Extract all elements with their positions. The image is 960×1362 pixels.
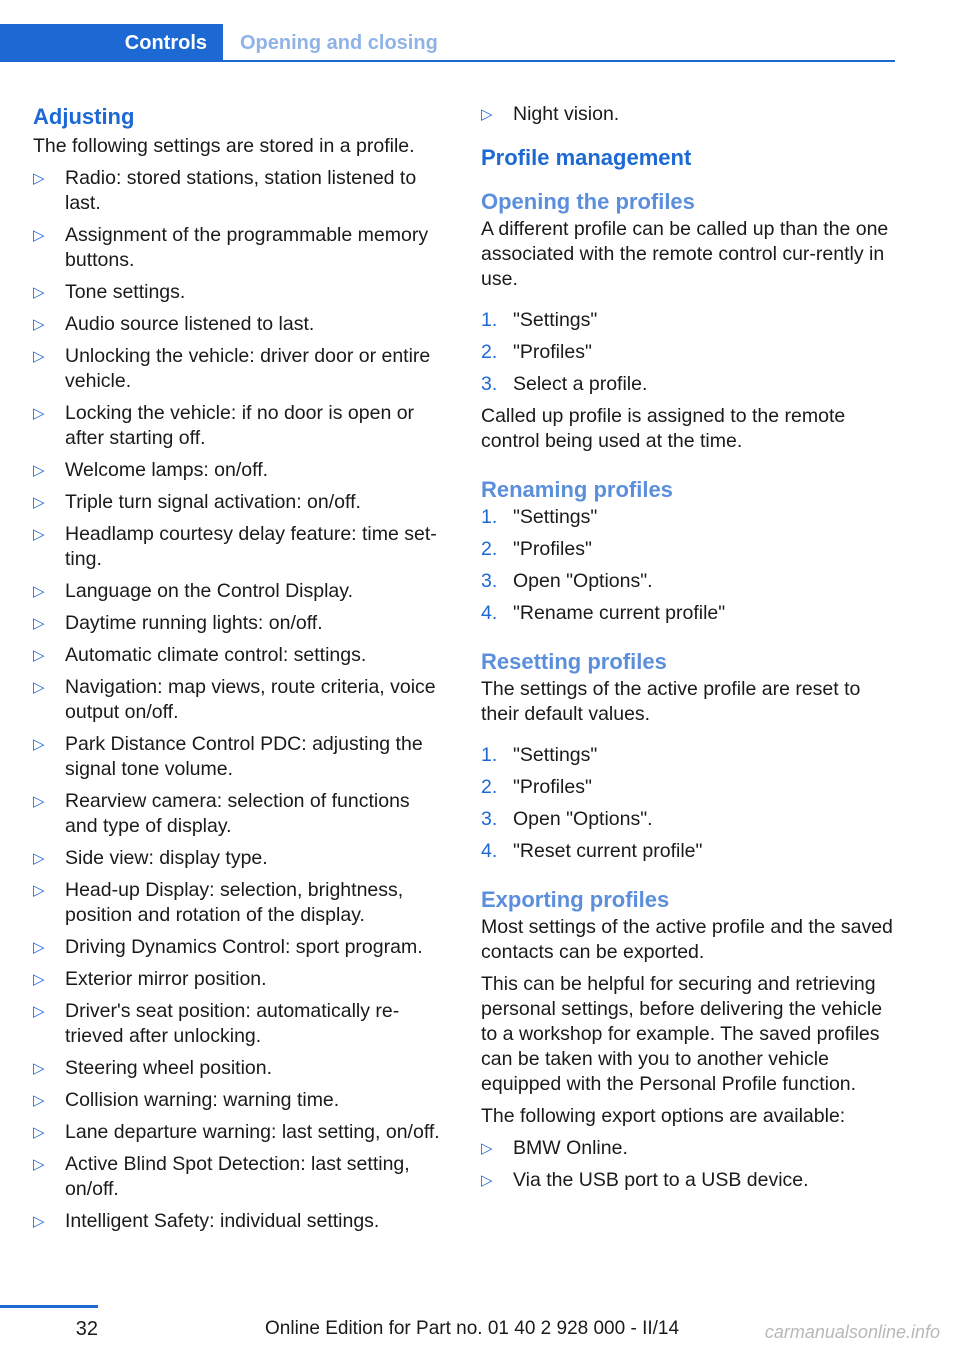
bullet-arrow-icon: ▷	[481, 1140, 493, 1157]
profile-management-heading: Profile management	[481, 145, 692, 170]
step-text: "Settings"	[513, 506, 598, 528]
step-text: "Rename current profile"	[513, 602, 726, 624]
list-item-text: Navigation: map views, route criteria, voice output on/off.	[65, 676, 436, 723]
step-number: 1.	[481, 506, 498, 528]
night-vision-list	[481, 102, 893, 127]
exporting-profiles-text2: This can be helpful for securing and retrieving personal settings, before delivering the vehicle to a workshop for example. The saved profiles can be taken with you to another vehicle equipped with the Personal Profile function.	[481, 973, 883, 1095]
section-tab-controls[interactable]: Controls	[0, 24, 223, 62]
step-text: "Settings"	[513, 309, 598, 331]
list-item-text: Headlamp courtesy delay feature: time set‐ting.	[65, 523, 437, 570]
step-number: 1.	[481, 744, 498, 766]
step-item	[481, 308, 893, 333]
list-item-text: Assignment of the programmable memory buttons.	[65, 224, 429, 271]
list-item-text: Park Distance Control PDC: adjusting the signal tone volume.	[65, 733, 423, 780]
resetting-steps	[481, 743, 893, 864]
step-text: Open "Options".	[513, 808, 653, 830]
step-text: "Profiles"	[513, 341, 592, 363]
step-number: 3.	[481, 373, 498, 395]
list-item-text: Intelligent Safety: individual settings.	[65, 1210, 380, 1232]
bullet-arrow-icon: ▷	[33, 494, 45, 511]
list-item-text: Automatic climate control: settings.	[65, 644, 367, 666]
list-item	[33, 344, 445, 394]
list-item	[33, 1120, 445, 1145]
step-number: 3.	[481, 570, 498, 592]
list-item-text: Via the USB port to a USB device.	[513, 1169, 809, 1191]
list-item	[33, 846, 445, 871]
opening-steps	[481, 308, 893, 397]
list-item	[33, 732, 445, 782]
list-item-text: Rearview camera: selection of functions and type of display.	[65, 790, 410, 837]
list-item	[33, 458, 445, 483]
step-item	[481, 569, 893, 594]
list-item	[33, 1152, 445, 1202]
step-text: "Profiles"	[513, 538, 592, 560]
list-item-text: Radio: stored stations, station listened to last.	[65, 167, 417, 214]
list-item	[33, 223, 445, 273]
list-item-text: Driving Dynamics Control: sport program.	[65, 936, 423, 958]
list-item	[33, 579, 445, 604]
list-item	[33, 522, 445, 572]
section-tab-opening-closing[interactable]: Opening and closing	[240, 31, 438, 54]
bullet-arrow-icon: ▷	[33, 615, 45, 632]
footer-rule	[0, 1305, 98, 1308]
step-item	[481, 775, 893, 800]
bullet-arrow-icon: ▷	[33, 348, 45, 365]
opening-profiles-heading: Opening the profiles	[481, 189, 695, 214]
list-item-text: Collision warning: warning time.	[65, 1089, 340, 1111]
step-number: 1.	[481, 309, 498, 331]
resetting-profiles-heading: Resetting profiles	[481, 649, 667, 674]
bullet-arrow-icon: ▷	[33, 316, 45, 333]
step-item	[481, 743, 893, 768]
left-column	[33, 102, 445, 1241]
adjusting-heading: Adjusting	[33, 104, 135, 129]
bullet-arrow-icon: ▷	[33, 679, 45, 696]
bullet-arrow-icon: ▷	[33, 284, 45, 301]
bullet-arrow-icon: ▷	[33, 1213, 45, 1230]
adjusting-intro: The following settings are stored in a profile.	[33, 135, 415, 157]
list-item	[33, 999, 445, 1049]
bullet-arrow-icon: ▷	[33, 170, 45, 187]
bullet-arrow-icon: ▷	[33, 1003, 45, 1020]
list-item	[33, 166, 445, 216]
page-number: 32	[75, 1318, 98, 1340]
watermark: carmanualsonline.info	[764, 1322, 940, 1342]
resetting-profiles-text: The settings of the active profile are reset to their default values.	[481, 678, 861, 725]
list-item	[481, 1136, 893, 1161]
list-item	[33, 789, 445, 839]
bullet-arrow-icon: ▷	[481, 106, 493, 123]
step-number: 2.	[481, 776, 498, 798]
step-text: "Profiles"	[513, 776, 592, 798]
bullet-arrow-icon: ▷	[33, 850, 45, 867]
step-item	[481, 372, 893, 397]
list-item-text: Tone settings.	[65, 281, 186, 303]
list-item-text: Audio source listened to last.	[65, 313, 315, 335]
list-item	[33, 312, 445, 337]
list-item	[33, 401, 445, 451]
renaming-steps	[481, 505, 893, 626]
list-item-text: Lane departure warning: last setting, on/off.	[65, 1121, 440, 1143]
bullet-arrow-icon: ▷	[33, 526, 45, 543]
bullet-arrow-icon: ▷	[33, 736, 45, 753]
step-item	[481, 839, 893, 864]
bullet-arrow-icon: ▷	[33, 793, 45, 810]
list-item-text: Daytime running lights: on/off.	[65, 612, 323, 634]
list-item	[33, 280, 445, 305]
bullet-arrow-icon: ▷	[33, 462, 45, 479]
list-item	[33, 675, 445, 725]
list-item-text: Triple turn signal activation: on/off.	[65, 491, 361, 513]
step-number: 2.	[481, 341, 498, 363]
adjusting-list	[33, 166, 445, 1234]
opening-profiles-text: A different profile can be called up than the one associated with the remote control cur‐rently in use.	[481, 218, 889, 290]
list-item-text: Locking the vehicle: if no door is open or after starting off.	[65, 402, 415, 449]
list-item	[33, 1056, 445, 1081]
page-header	[0, 24, 895, 62]
list-item-text: Exterior mirror position.	[65, 968, 267, 990]
list-item-text: Welcome lamps: on/off.	[65, 459, 269, 481]
exporting-profiles-text1: Most settings of the active profile and the saved contacts can be exported.	[481, 916, 893, 963]
bullet-arrow-icon: ▷	[33, 227, 45, 244]
exporting-profiles-text3: The following export options are available:	[481, 1105, 846, 1127]
bullet-arrow-icon: ▷	[33, 1124, 45, 1141]
step-item	[481, 340, 893, 365]
step-text: Select a profile.	[513, 373, 648, 395]
edition-text: Online Edition for Part no. 01 40 2 928 000 - II/14	[265, 1318, 680, 1339]
bullet-arrow-icon: ▷	[33, 647, 45, 664]
bullet-arrow-icon: ▷	[33, 882, 45, 899]
list-item	[33, 967, 445, 992]
renaming-profiles-heading: Renaming profiles	[481, 477, 673, 502]
bullet-arrow-icon: ▷	[33, 939, 45, 956]
list-item-text: Head-up Display: selection, brightness, position and rotation of the display.	[65, 879, 404, 926]
step-number: 4.	[481, 840, 498, 862]
list-item	[33, 878, 445, 928]
list-item-text: Language on the Control Display.	[65, 580, 353, 602]
list-item	[33, 611, 445, 636]
list-item-text: Side view: display type.	[65, 847, 268, 869]
step-text: "Reset current profile"	[513, 840, 703, 862]
step-item	[481, 807, 893, 832]
list-item-text: Driver's seat position: automatically re‐trieved after unlocking.	[65, 1000, 400, 1047]
exporting-profiles-heading: Exporting profiles	[481, 887, 670, 912]
bullet-arrow-icon: ▷	[33, 1092, 45, 1109]
step-number: 3.	[481, 808, 498, 830]
list-item	[481, 102, 893, 127]
list-item-text: Unlocking the vehicle: driver door or entire vehicle.	[65, 345, 431, 392]
bullet-arrow-icon: ▷	[33, 405, 45, 422]
list-item	[33, 490, 445, 515]
bullet-arrow-icon: ▷	[33, 583, 45, 600]
list-item-text: Night vision.	[513, 103, 620, 125]
list-item-text: Active Blind Spot Detection: last setting, on/off.	[65, 1153, 410, 1200]
list-item	[33, 643, 445, 668]
step-number: 2.	[481, 538, 498, 560]
bullet-arrow-icon: ▷	[33, 1156, 45, 1173]
list-item	[33, 935, 445, 960]
step-number: 4.	[481, 602, 498, 624]
step-text: Open "Options".	[513, 570, 653, 592]
right-column	[481, 102, 893, 1200]
step-text: "Settings"	[513, 744, 598, 766]
bullet-arrow-icon: ▷	[33, 971, 45, 988]
header-rule	[0, 60, 895, 62]
step-item	[481, 505, 893, 530]
list-item-text: BMW Online.	[513, 1137, 628, 1159]
opening-profiles-after: Called up profile is assigned to the remote control being used at the time.	[481, 405, 846, 452]
list-item	[33, 1088, 445, 1113]
bullet-arrow-icon: ▷	[481, 1172, 493, 1189]
export-options-list	[481, 1136, 893, 1193]
list-item-text: Steering wheel position.	[65, 1057, 273, 1079]
list-item	[481, 1168, 893, 1193]
step-item	[481, 601, 893, 626]
list-item	[33, 1209, 445, 1234]
bullet-arrow-icon: ▷	[33, 1060, 45, 1077]
step-item	[481, 537, 893, 562]
